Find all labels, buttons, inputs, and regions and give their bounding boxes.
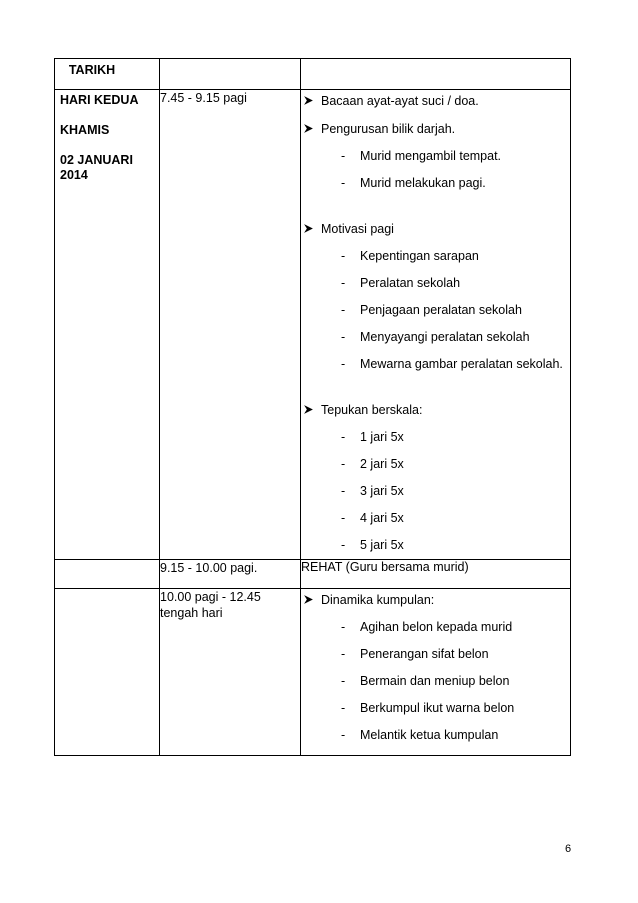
day-name: KHAMIS bbox=[60, 123, 110, 137]
empty-date-cell bbox=[55, 560, 160, 589]
dash-marker: - bbox=[341, 620, 346, 634]
sub-item: - 5 jari 5x bbox=[341, 538, 404, 552]
arrow-bullet-icon bbox=[303, 404, 314, 415]
arrow-bullet-icon bbox=[303, 123, 314, 134]
sub-item: - Peralatan sekolah bbox=[341, 276, 461, 290]
arrow-bullet-icon bbox=[303, 223, 314, 234]
dash-marker: - bbox=[341, 647, 346, 661]
time-cell bbox=[160, 589, 301, 756]
empty-date-cell bbox=[55, 589, 160, 756]
sub-item: - Murid melakukan pagi. bbox=[341, 176, 486, 190]
sub-item: - 1 jari 5x bbox=[341, 430, 404, 444]
dash-marker: - bbox=[341, 149, 346, 163]
sub-item: - Kepentingan sarapan bbox=[341, 249, 479, 263]
page-number: 6 bbox=[565, 843, 572, 855]
arrow-bullet-icon bbox=[303, 594, 314, 605]
rest-activity: REHAT (Guru bersama murid) bbox=[301, 560, 469, 574]
header-time-cell bbox=[160, 59, 301, 90]
activity-cell bbox=[301, 90, 571, 560]
dash-marker: - bbox=[341, 276, 346, 290]
dash-marker: - bbox=[341, 484, 346, 498]
list-item: Pengurusan bilik darjah. bbox=[301, 121, 570, 137]
sub-item: - Bermain dan meniup belon bbox=[341, 674, 510, 688]
sub-item: - 2 jari 5x bbox=[341, 457, 404, 471]
dash-marker: - bbox=[341, 330, 346, 344]
sub-item: - Murid mengambil tempat. bbox=[341, 149, 502, 163]
sub-item: - Penjagaan peralatan sekolah bbox=[341, 303, 522, 317]
header-activity-cell bbox=[301, 59, 571, 90]
dash-marker: - bbox=[341, 176, 346, 190]
time-cell bbox=[160, 90, 301, 560]
day-cell bbox=[55, 90, 160, 560]
sub-item: - Menyayangi peralatan sekolah bbox=[341, 330, 530, 344]
activity-cell bbox=[301, 589, 571, 756]
table-row bbox=[55, 589, 571, 756]
schedule-table bbox=[54, 58, 571, 756]
sub-item: - Agihan belon kepada murid bbox=[341, 620, 513, 634]
time-range: 9.15 - 10.00 pagi. bbox=[160, 561, 258, 575]
time-range-line-2: tengah hari bbox=[160, 606, 223, 620]
list-item: Tepukan berskala: bbox=[301, 402, 570, 418]
time-range-line-1: 10.00 pagi - 12.45 bbox=[160, 590, 261, 604]
dash-marker: - bbox=[341, 538, 346, 552]
day-label: HARI KEDUA bbox=[60, 93, 139, 107]
time-range: 7.45 - 9.15 pagi bbox=[160, 91, 247, 105]
arrow-bullet-icon bbox=[303, 95, 314, 106]
list-item: Bacaan ayat-ayat suci / doa. bbox=[301, 93, 570, 109]
sub-item: - 3 jari 5x bbox=[341, 484, 404, 498]
sub-item: - Melantik ketua kumpulan bbox=[341, 728, 499, 742]
date-line-2: 2014 bbox=[60, 168, 88, 182]
list-item: Dinamika kumpulan: bbox=[301, 592, 570, 608]
header-tarikh: TARIKH bbox=[68, 63, 116, 77]
table-row bbox=[55, 560, 571, 589]
sub-item: - 4 jari 5x bbox=[341, 511, 404, 525]
sub-item: - Berkumpul ikut warna belon bbox=[341, 701, 515, 715]
dash-marker: - bbox=[341, 728, 346, 742]
dash-marker: - bbox=[341, 457, 346, 471]
time-cell bbox=[160, 560, 301, 589]
dash-marker: - bbox=[341, 303, 346, 317]
date-line-1: 02 JANUARI bbox=[60, 153, 133, 167]
table-row bbox=[55, 90, 571, 560]
dash-marker: - bbox=[341, 249, 346, 263]
header-row bbox=[55, 59, 571, 90]
dash-marker: - bbox=[341, 430, 346, 444]
sub-item: - Penerangan sifat belon bbox=[341, 647, 489, 661]
header-date-cell bbox=[55, 59, 160, 90]
dash-marker: - bbox=[341, 357, 346, 371]
dash-marker: - bbox=[341, 511, 346, 525]
activity-cell bbox=[301, 560, 571, 589]
dash-marker: - bbox=[341, 701, 346, 715]
list-item: Motivasi pagi bbox=[301, 221, 570, 237]
sub-item: - Mewarna gambar peralatan sekolah. bbox=[341, 357, 563, 371]
dash-marker: - bbox=[341, 674, 346, 688]
